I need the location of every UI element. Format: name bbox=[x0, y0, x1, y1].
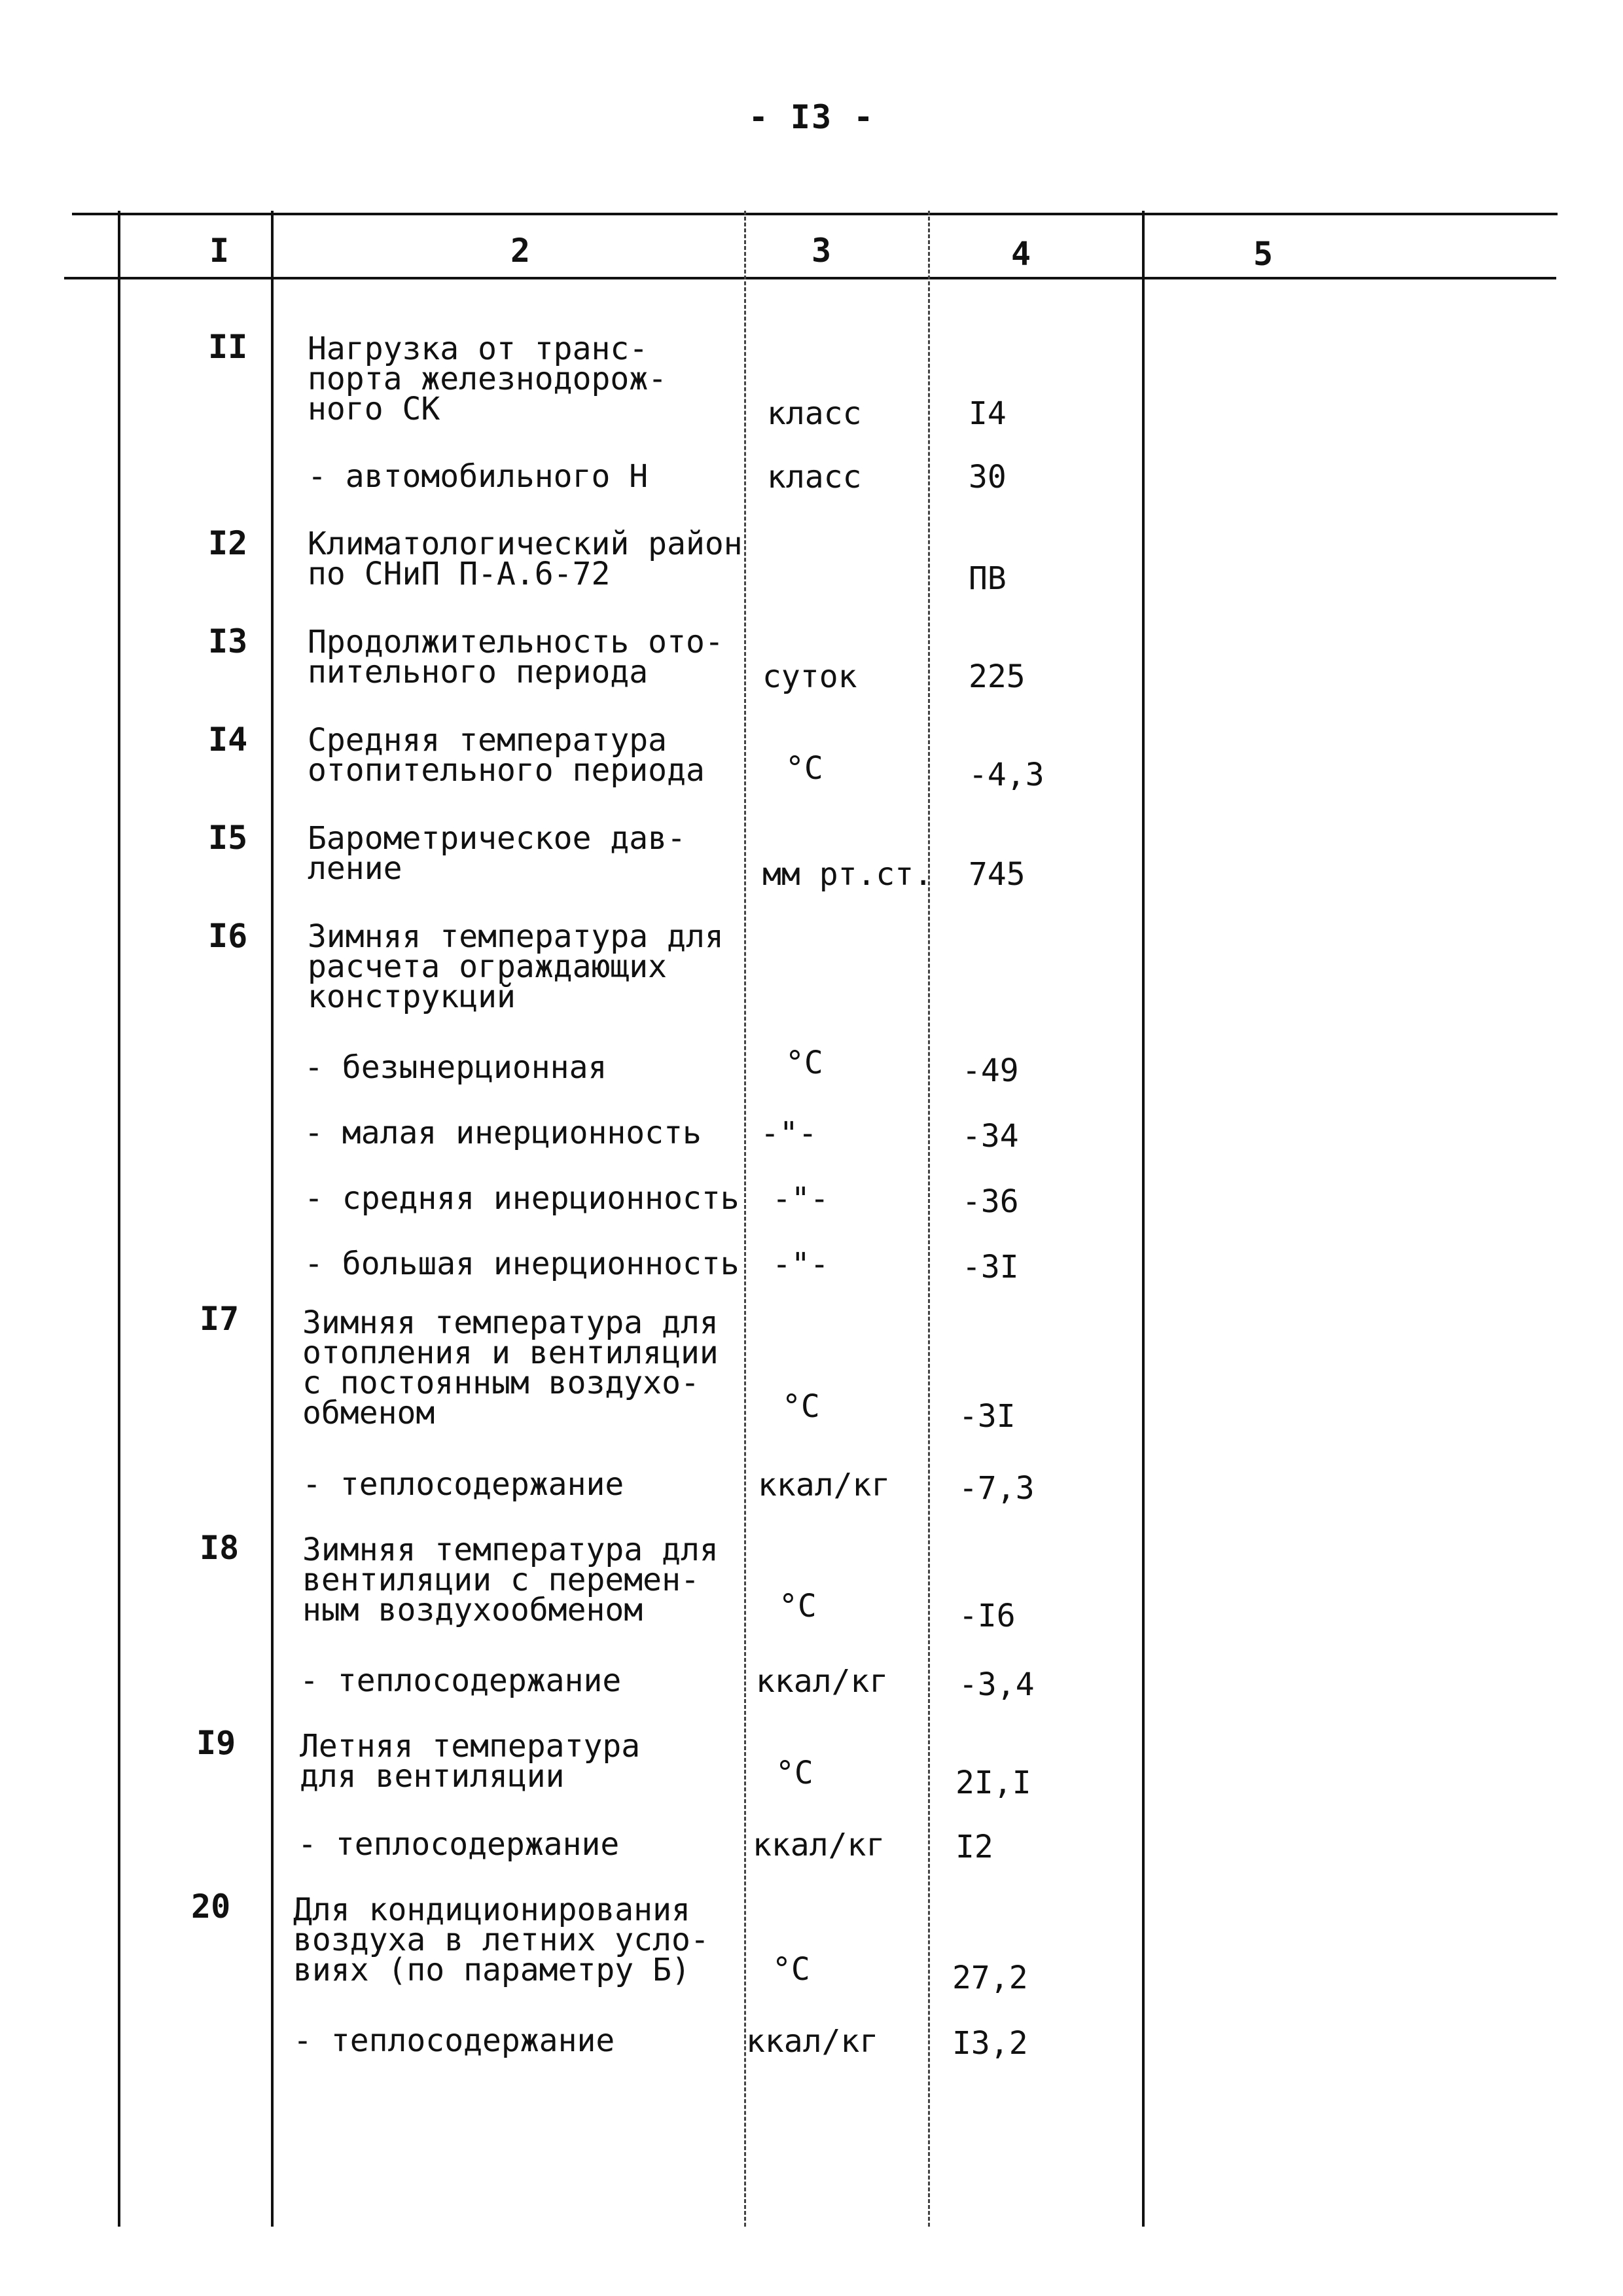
column-divider-4 bbox=[928, 211, 930, 2227]
row-description: - теплосодержание bbox=[302, 1466, 624, 1503]
row-description: Средняя температура отопительного периода bbox=[308, 722, 705, 789]
row-unit: °С bbox=[785, 1045, 823, 1081]
row-number: I4 bbox=[208, 721, 248, 759]
row-unit: -"- bbox=[772, 1181, 829, 1217]
row-description: Продолжительность ото- пительного периода bbox=[308, 624, 724, 691]
row-description: Летняя температура для вентиляции bbox=[300, 1728, 641, 1795]
row-description: Зимняя температура для расчета ограждающих конструкций bbox=[308, 918, 724, 1016]
row-value: 27,2 bbox=[952, 1960, 1028, 1996]
row-description: Климатологический район по СНиП П-А.6-72 bbox=[308, 526, 743, 593]
row-value: 225 bbox=[969, 658, 1026, 695]
row-unit: °С bbox=[782, 1388, 820, 1425]
row-unit: ккал/кг bbox=[758, 1467, 891, 1503]
row-unit: °С bbox=[776, 1755, 813, 1791]
row-unit: мм рт.ст. bbox=[762, 856, 933, 893]
column-divider-5 bbox=[1142, 211, 1145, 2227]
row-number: I8 bbox=[200, 1529, 240, 1567]
page-number: - I3 - bbox=[748, 98, 875, 136]
row-description: - теплосодержание bbox=[298, 1826, 620, 1863]
row-unit: °С bbox=[772, 1951, 810, 1988]
row-number: I3 bbox=[208, 622, 248, 660]
row-unit: °С bbox=[779, 1588, 817, 1624]
row-number: II bbox=[208, 328, 248, 366]
column-divider-2 bbox=[271, 211, 274, 2227]
row-unit: суток bbox=[762, 658, 857, 695]
row-number: I7 bbox=[200, 1300, 240, 1338]
row-unit: ккал/кг bbox=[756, 1663, 889, 1700]
row-value: -4,3 bbox=[969, 757, 1044, 793]
row-value: I2 bbox=[955, 1829, 993, 1865]
row-description: Зимняя температура для отопления и вентиляции с постоянным воздухо- обменом bbox=[302, 1304, 719, 1432]
row-unit: ккал/кг bbox=[753, 1827, 885, 1863]
column-header-1: I bbox=[209, 232, 230, 270]
column-header-5: 5 bbox=[1253, 235, 1274, 273]
column-header-4: 4 bbox=[1011, 235, 1031, 273]
row-description: - теплосодержание bbox=[293, 2022, 615, 2059]
row-value: -3I bbox=[962, 1249, 1019, 1285]
row-value: 745 bbox=[969, 856, 1026, 893]
row-description: Для кондиционирования воздуха в летних усло- виях (по параметру Б) bbox=[293, 1892, 709, 1989]
row-value: I4 bbox=[969, 395, 1007, 432]
row-description: - автомобильного Н bbox=[308, 458, 649, 495]
row-number: I9 bbox=[196, 1724, 236, 1762]
row-value: 30 bbox=[969, 459, 1007, 495]
row-value: -49 bbox=[962, 1052, 1019, 1089]
row-description: Барометрическое дав- ление bbox=[308, 820, 686, 888]
row-value: -3I bbox=[959, 1398, 1016, 1435]
row-value: I3,2 bbox=[952, 2025, 1028, 2062]
row-unit: -"- bbox=[772, 1246, 829, 1283]
row-value: -7,3 bbox=[959, 1470, 1035, 1507]
row-number: I5 bbox=[208, 819, 248, 857]
row-unit: класс bbox=[767, 395, 862, 432]
column-header-2: 2 bbox=[510, 232, 531, 270]
row-value: -34 bbox=[962, 1118, 1019, 1155]
row-description: - большая инерционность bbox=[304, 1246, 740, 1282]
table-header-rule bbox=[64, 277, 1556, 279]
row-value: -36 bbox=[962, 1183, 1019, 1220]
row-description: - безынерционная bbox=[304, 1049, 607, 1086]
row-number: I6 bbox=[208, 917, 248, 955]
column-divider-1 bbox=[118, 211, 120, 2227]
row-unit: класс bbox=[767, 459, 862, 495]
row-unit: °С bbox=[785, 750, 823, 787]
row-description: - средняя инерционность bbox=[304, 1180, 740, 1217]
row-number: 20 bbox=[191, 1888, 231, 1926]
row-value: -3,4 bbox=[959, 1666, 1035, 1703]
table-top-rule bbox=[72, 213, 1558, 215]
row-description: - малая инерционность bbox=[304, 1115, 702, 1151]
row-number: I2 bbox=[208, 524, 248, 562]
row-description: Зимняя температура для вентиляции с перемен- ным воздухообменом bbox=[302, 1532, 719, 1629]
column-header-3: 3 bbox=[812, 232, 832, 270]
row-value: ПВ bbox=[969, 560, 1007, 597]
column-divider-3 bbox=[744, 211, 746, 2227]
row-value: 2I,I bbox=[955, 1765, 1031, 1801]
row-unit: -"- bbox=[760, 1115, 817, 1152]
row-description: Нагрузка от транс- порта железнодорож- ного СК bbox=[308, 331, 668, 428]
row-unit: ккал/кг bbox=[746, 2023, 879, 2060]
row-value: -I6 bbox=[959, 1598, 1016, 1634]
row-description: - теплосодержание bbox=[300, 1662, 622, 1699]
